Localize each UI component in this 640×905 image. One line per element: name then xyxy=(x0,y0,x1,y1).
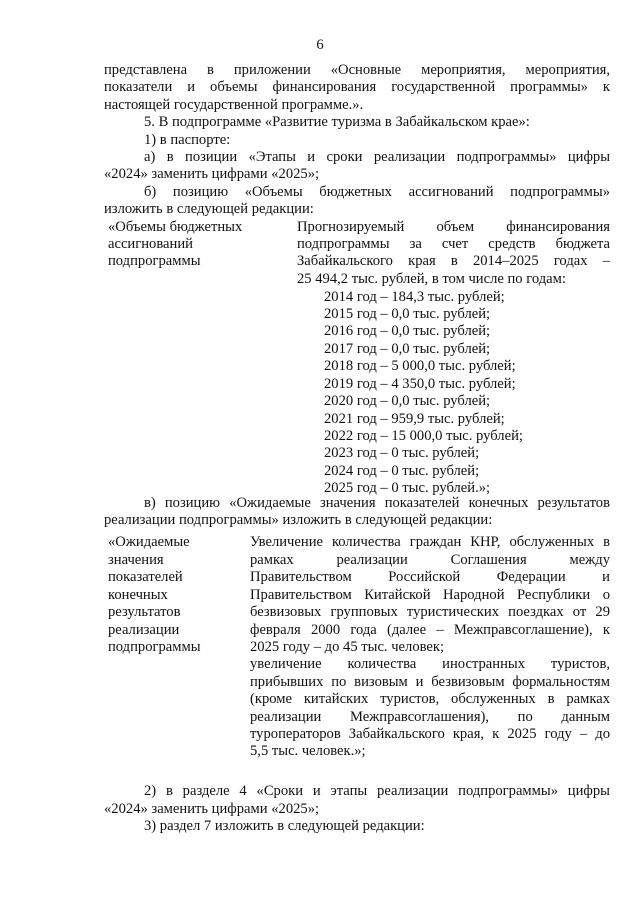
text-line: «2024» заменить цифрами «2025»; xyxy=(104,800,320,817)
intro-paragraph xyxy=(104,62,610,114)
item-2-paragraph xyxy=(104,783,610,818)
text-line: подпрограммы за счет средств бюджета xyxy=(297,236,610,253)
text-line: реализации Межправсоглашения), по данным xyxy=(250,708,610,725)
text-line: настоящей государственной программе.». xyxy=(104,96,364,113)
expected-results-table xyxy=(104,534,610,777)
item-3-paragraph: 3) раздел 7 изложить в следующей редакции: xyxy=(144,818,425,835)
text-line: 25 494,2 тыс. рублей, в том числе по годам: xyxy=(297,270,566,287)
text-line: значения xyxy=(108,551,164,568)
text-line: «Объемы бюджетных xyxy=(108,218,243,235)
budget-table-label xyxy=(108,219,258,271)
text-line: конечных xyxy=(108,586,168,603)
text-line: реализации подпрограммы» изложить в следующей редакции: xyxy=(104,512,493,529)
text-line: б) позицию «Объемы бюджетных ассигнований подпрограммы» xyxy=(144,183,610,200)
text-line: представлена в приложении «Основные мероприятия, мероприятия, xyxy=(104,62,610,78)
text-line: изложить в следующей редакции: xyxy=(104,201,314,218)
text-line: «2024» заменить цифрами «2025»; xyxy=(104,166,320,183)
item-a-paragraph xyxy=(104,149,610,184)
year-funding-item: 2024 год – 0 тыс. рублей; xyxy=(324,462,480,479)
text-line: безвизовых групповых туристических поездках от 29 xyxy=(250,604,610,621)
text-line: Правительством Российской Федерации и xyxy=(250,569,610,586)
text-line: туроператоров Забайкальского края, к 2025 году – до xyxy=(250,725,610,742)
item-b-paragraph xyxy=(104,184,610,219)
text-line: Прогнозируемый объем финансирования xyxy=(297,218,610,235)
text-line: «Ожидаемые xyxy=(108,534,190,551)
item-5-1: 1) в паспорте: xyxy=(144,131,231,148)
text-line: 5,5 тыс. человек.»; xyxy=(250,743,366,760)
text-line: Правительством Китайской Народной Республики о xyxy=(250,586,610,603)
results-table-label xyxy=(108,534,228,656)
text-line: февраля 2000 года (далее – Межправсоглашение), к xyxy=(250,621,610,638)
text-line: прибывших по визовым и безвизовым формальностям xyxy=(250,673,610,690)
year-funding-item: 2015 год – 0,0 тыс. рублей; xyxy=(324,306,491,323)
yearly-funding-list xyxy=(324,289,624,498)
text-line: Забайкальского края в 2014–2025 годах – xyxy=(297,253,610,270)
text-line: показатели и объемы финансирования государственной программы» к xyxy=(104,79,610,96)
year-funding-item: 2022 год – 15 000,0 тыс. рублей; xyxy=(324,427,523,444)
text-line: в) позицию «Ожидаемые значения показателей конечных результатов xyxy=(144,494,610,511)
results-table-description xyxy=(250,534,610,760)
item-5-heading: 5. В подпрограмме «Развитие туризма в Забайкальском крае»: xyxy=(144,114,530,131)
text-line: 2) в разделе 4 «Сроки и этапы реализации подпрограммы» цифры xyxy=(144,783,610,800)
budget-table-description xyxy=(297,219,610,289)
text-line: рамках реализации Соглашения между xyxy=(250,551,610,568)
item-v-paragraph xyxy=(104,495,610,530)
year-funding-item: 2019 год – 4 350,0 тыс. рублей; xyxy=(324,375,516,392)
page-number: 6 xyxy=(316,37,324,53)
text-line: подпрограммы xyxy=(108,253,201,270)
document-body xyxy=(104,62,610,836)
text-line: результатов xyxy=(108,604,181,621)
year-funding-item: 2020 год – 0,0 тыс. рублей; xyxy=(324,393,491,410)
text-line: реализации xyxy=(108,621,180,638)
year-funding-item: 2016 год – 0,0 тыс. рублей; xyxy=(324,323,491,340)
budget-allocations-table xyxy=(104,219,610,495)
text-line: (кроме китайских туристов, обслуженных в рамках xyxy=(250,691,610,708)
year-funding-item: 2021 год – 959,9 тыс. рублей; xyxy=(324,410,505,427)
text-line: ассигнований xyxy=(108,236,193,253)
text-line: подпрограммы xyxy=(108,638,201,655)
text-line: показателей xyxy=(108,569,183,586)
text-line: 2025 году – до 45 тыс. человек; xyxy=(250,638,445,655)
year-funding-item: 2018 год – 5 000,0 тыс. рублей; xyxy=(324,358,516,375)
year-funding-item: 2017 год – 0,0 тыс. рублей; xyxy=(324,340,491,357)
year-funding-item: 2025 год – 0 тыс. рублей.»; xyxy=(324,480,491,497)
text-line: а) в позиции «Этапы и сроки реализации подпрограммы» цифры xyxy=(144,149,610,166)
year-funding-item: 2014 год – 184,3 тыс. рублей; xyxy=(324,288,505,305)
text-line: Увеличение количества граждан КНР, обслуженных в xyxy=(250,534,610,551)
text-line: увеличение количества иностранных туристов, xyxy=(250,656,610,673)
year-funding-item: 2023 год – 0 тыс. рублей; xyxy=(324,445,480,462)
